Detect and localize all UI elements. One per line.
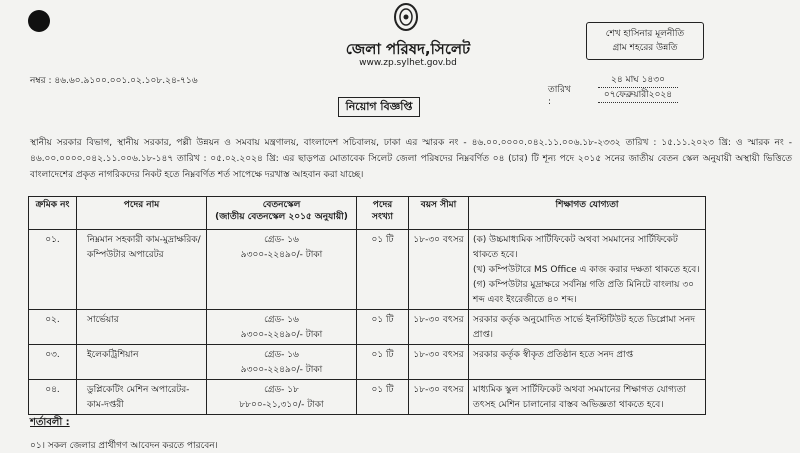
row-qualification: সরকার কর্তৃক অনুমোদিত সার্ভে ইনস্টিটিউট হতে ডিপ্লোমা সনদ প্রাপ্ত।	[469, 310, 706, 345]
header-qualification: শিক্ষাগত যোগ্যতা	[469, 197, 706, 230]
qualification-item: (গ) কম্পিউটার মুদ্রাক্ষরে সর্বনিম্ন গতি প্রতি মিনিটে বাংলায় ৩০ শব্দ এবং ইংরেজীতে ৪০ শব্দ।	[473, 280, 695, 305]
row-post: নিম্নমান সহকারী কাম-মুদ্রাক্ষরিক/ কম্পিউটার অপারেটর	[77, 230, 207, 310]
table-header-row	[29, 197, 706, 230]
header-age: বয়স সীমা	[409, 197, 469, 230]
header-count: পদের সংখ্যা	[357, 197, 409, 230]
row-age: ১৮-৩০ বৎসর	[409, 230, 469, 310]
table-row	[29, 310, 706, 345]
office-website[interactable]: www.zp.sylhet.gov.bd	[359, 58, 457, 68]
row-post: ইলেকট্রিশিয়ান	[77, 345, 207, 380]
header-serial: ক্রমিক নং	[29, 197, 77, 230]
row-pay-scale	[207, 230, 357, 310]
vacancy-table	[28, 196, 706, 415]
slogan-line-1: শেখ হাসিনার মূলনীতি	[605, 29, 685, 39]
table-row	[29, 345, 706, 380]
row-post: সার্ভেয়ার	[77, 310, 207, 345]
row-qualification	[469, 230, 706, 310]
row-grade: গ্রেড- ১৮	[264, 385, 299, 395]
row-pay-scale	[207, 310, 357, 345]
row-post: ডুপ্লিকেটিং মেশিন অপারেটর-কাম-দপ্তরী	[77, 380, 207, 415]
row-count: ০১ টি	[357, 230, 409, 310]
row-count: ০১ টি	[357, 310, 409, 345]
row-pay-scale	[207, 345, 357, 380]
date-bangla: ২৪ মাঘ ১৪৩০	[598, 72, 678, 88]
header-pay-scale-sub: (জাতীয় বেতনস্কেল ২০১৫ অনুযায়ী)	[215, 212, 348, 222]
office-name: জেলা পরিষদ,সিলেট	[345, 40, 471, 58]
row-grade: গ্রেড- ১৬	[264, 350, 299, 360]
conditions-title: শর্তাবলী :	[30, 417, 70, 428]
intro-paragraph: স্থানীয় সরকার বিভাগ, স্থানীয় সরকার, পল্লী উন্নয়ন ও সমবায় মন্ত্রণালয়, বাংলাদেশ সচিবালয়, ঢাকা এর স্মারক নং - ৪৬.০০.০০০০.০৪২.১১.০০৬.১৮-২৩৩২ তারিখ : ১৫.১১.২০২৩ খ্রি: ও স্মারক নং - ৪৬.০০.০০০০.০৪২.১১.০০৬.১৮-১৪৭ তারিখ : ০৫.০২.২০২৪ খ্রি: এর ছাড়পত্র মোতাবেক সিলেট জেলা পরিষদের নিম্নবর্ণিত ০৪ (চার) টি শূন্য পদে ২০১৫ সনের জাতীয় বেতন স্কেল অনুযায়ী অস্থায়ী ভিত্তিতে বাংলাদেশের প্রকৃত নাগরিকদের নিকট হতে নিম্নবর্ণিত শর্ত সাপেক্ষে দরখাস্ত আহবান করা যাচ্ছে।	[30, 138, 792, 180]
row-scale: ৯৩০০-২২৪৯০/- টাকা	[240, 330, 323, 340]
row-scale: ৯৩০০-২২৪৯০/- টাকা	[240, 250, 323, 260]
row-grade: গ্রেড- ১৬	[264, 315, 299, 325]
slogan-box	[586, 22, 704, 60]
row-scale: ৮৮০০-২১,৩১০/- টাকা	[239, 400, 324, 410]
row-qualification: সরকার কর্তৃক স্বীকৃত প্রতিষ্ঠান হতে সনদ প্রাপ্ত	[469, 345, 706, 380]
table-row	[29, 230, 706, 310]
row-count: ০১ টি	[357, 380, 409, 415]
condition-item: ০১। সকল জেলার প্রার্থীগণ আবেদন করতে পারবেন।	[30, 441, 218, 451]
qualification-item: (ক) উচ্চমাধ্যমিক সার্টিফিকেট অথবা সমমানের সার্টিফিকেট থাকতে হবে।	[473, 235, 678, 260]
row-age: ১৮-৩০ বৎসর	[409, 310, 469, 345]
row-qualification: মাধ্যমিক স্কুল সার্টিফিকেট অথবা সমমানের শিক্ষাগত যোগ্যতা তৎসহ মেশিন চালানোর বাস্তব অভিজ্ঞতা থাকতে হবে।	[469, 380, 706, 415]
row-grade: গ্রেড- ১৬	[264, 235, 299, 245]
qualification-item: (খ) কম্পিউটারে MS Office এ কাজ করার দক্ষতা থাকতে হবে।	[473, 265, 700, 275]
row-serial: ০১.	[29, 230, 77, 310]
row-serial: ০২.	[29, 310, 77, 345]
header-post: পদের নাম	[77, 197, 207, 230]
header-pay-scale	[207, 197, 357, 230]
row-serial: ০৪.	[29, 380, 77, 415]
table-row	[29, 380, 706, 415]
memo-number: নম্বর : ৪৬.৬০.৯১০০.০০১.০২.১০৮.২৪-৭১৬	[30, 76, 198, 86]
row-scale: ৯৩০০-২২৪৯০/- টাকা	[240, 365, 323, 375]
notice-title: নিয়োগ বিজ্ঞপ্তি	[338, 97, 420, 117]
date-english: ০৭ফেব্রুয়ারী২০২৪	[598, 87, 678, 103]
row-count: ০১ টি	[357, 345, 409, 380]
government-emblem-icon	[393, 2, 419, 32]
row-pay-scale	[207, 380, 357, 415]
row-age: ১৮-৩০ বৎসর	[409, 380, 469, 415]
row-age: ১৮-৩০ বৎসর	[409, 345, 469, 380]
header-pay-scale-main: বেতনস্কেল	[262, 200, 301, 210]
slogan-line-2: গ্রাম শহরের উন্নতি	[612, 43, 678, 53]
row-serial: ০৩.	[29, 345, 77, 380]
punch-hole-mark	[28, 10, 50, 32]
date-label: তারিখ :	[548, 85, 571, 107]
